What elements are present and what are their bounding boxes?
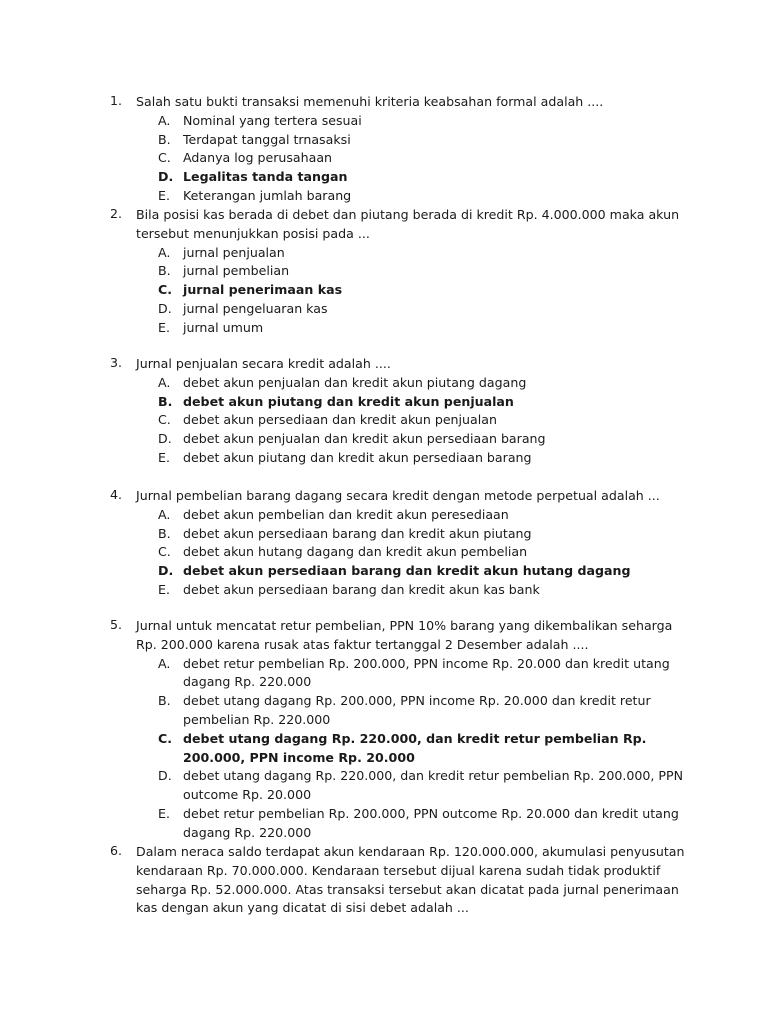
option-text: debet akun penjualan dan kredit akun piutang dagang	[183, 374, 527, 390]
option-text: Nominal yang tertera sesuai	[183, 112, 362, 128]
option-b	[158, 393, 690, 412]
question-3	[110, 355, 690, 468]
option-letter: A.	[158, 374, 171, 390]
option-b	[158, 131, 690, 150]
option-text: debet retur pembelian Rp. 200.000, PPN outcome Rp. 20.000 dan kredit utang dagang Rp. 220.000	[183, 805, 679, 840]
option-c	[158, 411, 690, 430]
option-a	[158, 506, 690, 525]
question-2	[110, 206, 690, 338]
option-letter: E.	[158, 319, 170, 335]
option-text: Terdapat tanggal trnasaksi	[183, 131, 351, 147]
option-d	[158, 767, 690, 805]
option-letter: B.	[158, 263, 171, 279]
option-text: jurnal penjualan	[183, 244, 285, 260]
option-letter: E.	[158, 449, 170, 465]
option-c	[158, 281, 690, 300]
option-list	[158, 244, 690, 338]
question-number: 5.	[110, 617, 123, 632]
option-letter: C.	[158, 412, 171, 428]
option-list	[158, 506, 690, 600]
option-d	[158, 300, 690, 319]
option-text: debet akun pembelian dan kredit akun peresediaan	[183, 506, 509, 522]
option-letter: E.	[158, 581, 170, 597]
question-4	[110, 487, 690, 600]
option-list	[158, 112, 690, 206]
option-text: debet utang dagang Rp. 220.000, dan kredit retur pembelian Rp. 200.000, PPN outcome Rp. 20.000	[183, 768, 683, 803]
option-text: debet akun persediaan barang dan kredit akun hutang dagang	[183, 563, 631, 579]
option-text: jurnal pengeluaran kas	[183, 300, 328, 316]
option-d	[158, 168, 690, 187]
question-stem: Salah satu bukti transaksi memenuhi kriteria keabsahan formal adalah ....	[136, 94, 604, 109]
option-text: debet akun piutang dan kredit akun penjualan	[183, 393, 514, 409]
option-text: debet utang dagang Rp. 220.000, dan kredit retur pembelian Rp. 200.000, PPN income Rp. 20.000	[183, 730, 647, 765]
option-list	[158, 655, 690, 843]
option-text: debet utang dagang Rp. 200.000, PPN income Rp. 20.000 dan kredit retur pembelian Rp. 220.000	[183, 693, 651, 727]
question-number: 4.	[110, 487, 123, 502]
option-e	[158, 187, 690, 206]
option-letter: E.	[158, 187, 170, 203]
option-c	[158, 149, 690, 168]
option-b	[158, 525, 690, 544]
option-text: debet akun penjualan dan kredit akun persediaan barang	[183, 431, 546, 447]
option-letter: A.	[158, 244, 171, 260]
option-list	[158, 374, 690, 468]
option-letter: D.	[158, 431, 172, 447]
option-text: debet akun persediaan barang dan kredit akun kas bank	[183, 581, 540, 597]
option-letter: E.	[158, 805, 170, 821]
question-number: 2.	[110, 206, 123, 221]
option-a	[158, 374, 690, 393]
option-letter: C.	[158, 730, 173, 746]
option-letter: C.	[158, 282, 173, 298]
option-b	[158, 262, 690, 281]
option-text: jurnal pembelian	[183, 263, 290, 279]
option-letter: A.	[158, 506, 171, 522]
question-stem: Jurnal penjualan secara kredit adalah ....	[136, 356, 391, 371]
option-e	[158, 319, 690, 338]
option-text: debet retur pembelian Rp. 200.000, PPN income Rp. 20.000 dan kredit utang dagang Rp. 220.000	[183, 655, 670, 690]
option-text: debet akun piutang dan kredit akun persediaan barang	[183, 449, 532, 465]
option-text: debet akun persediaan dan kredit akun penjualan	[183, 412, 497, 428]
option-d	[158, 430, 690, 449]
option-letter: D.	[158, 768, 172, 784]
question-number: 3.	[110, 355, 123, 370]
question-stem: Dalam neraca saldo terdapat akun kendaraan Rp. 120.000.000, akumulasi penyusutan kendaraan Rp. 70.000.000. Kendaraan tersebut dijual karena sudah tidak produktif seharga Rp. 52.000.000. Atas transaksi tersebut akan dicatat pada jurnal penerimaan kas dengan akun yang dicatat di sisi debet adalah ...	[136, 844, 685, 916]
option-text: Adanya log perusahaan	[183, 150, 333, 166]
question-number: 6.	[110, 843, 123, 858]
option-text: Keterangan jumlah barang	[183, 187, 352, 203]
option-text: jurnal umum	[183, 319, 264, 335]
option-a	[158, 112, 690, 131]
question-1	[110, 93, 690, 206]
option-letter: D.	[158, 563, 174, 579]
option-e	[158, 805, 690, 843]
option-e	[158, 449, 690, 468]
question-6	[110, 843, 690, 918]
option-d	[158, 562, 690, 581]
option-b	[158, 692, 690, 730]
option-a	[158, 244, 690, 263]
option-letter: C.	[158, 150, 171, 166]
option-letter: C.	[158, 544, 171, 560]
option-text: Legalitas tanda tangan	[183, 169, 348, 185]
option-text: debet akun persediaan barang dan kredit akun piutang	[183, 525, 532, 541]
question-stem: Jurnal pembelian barang dagang secara kredit dengan metode perpetual adalah ...	[136, 488, 660, 503]
question-stem: Jurnal untuk mencatat retur pembelian, PPN 10% barang yang dikembalikan seharga Rp. 200.000 karena rusak atas faktur tertanggal 2 Desember adalah ....	[136, 618, 673, 652]
question-stem: Bila posisi kas berada di debet dan piutang berada di kredit Rp. 4.000.000 maka akun tersebut menunjukkan posisi pada ...	[136, 207, 680, 241]
option-a	[158, 655, 690, 693]
option-letter: B.	[158, 525, 171, 541]
question-5	[110, 617, 690, 843]
question-number: 1.	[110, 93, 123, 108]
option-letter: D.	[158, 169, 174, 185]
option-letter: A.	[158, 112, 171, 128]
option-c	[158, 543, 690, 562]
option-text: debet akun hutang dagang dan kredit akun pembelian	[183, 544, 528, 560]
option-letter: D.	[158, 300, 172, 316]
option-letter: B.	[158, 131, 171, 147]
option-letter: B.	[158, 393, 173, 409]
option-c	[158, 730, 690, 768]
option-text: jurnal penerimaan kas	[183, 282, 343, 298]
option-letter: B.	[158, 693, 171, 709]
option-letter: A.	[158, 655, 171, 671]
option-e	[158, 581, 690, 600]
